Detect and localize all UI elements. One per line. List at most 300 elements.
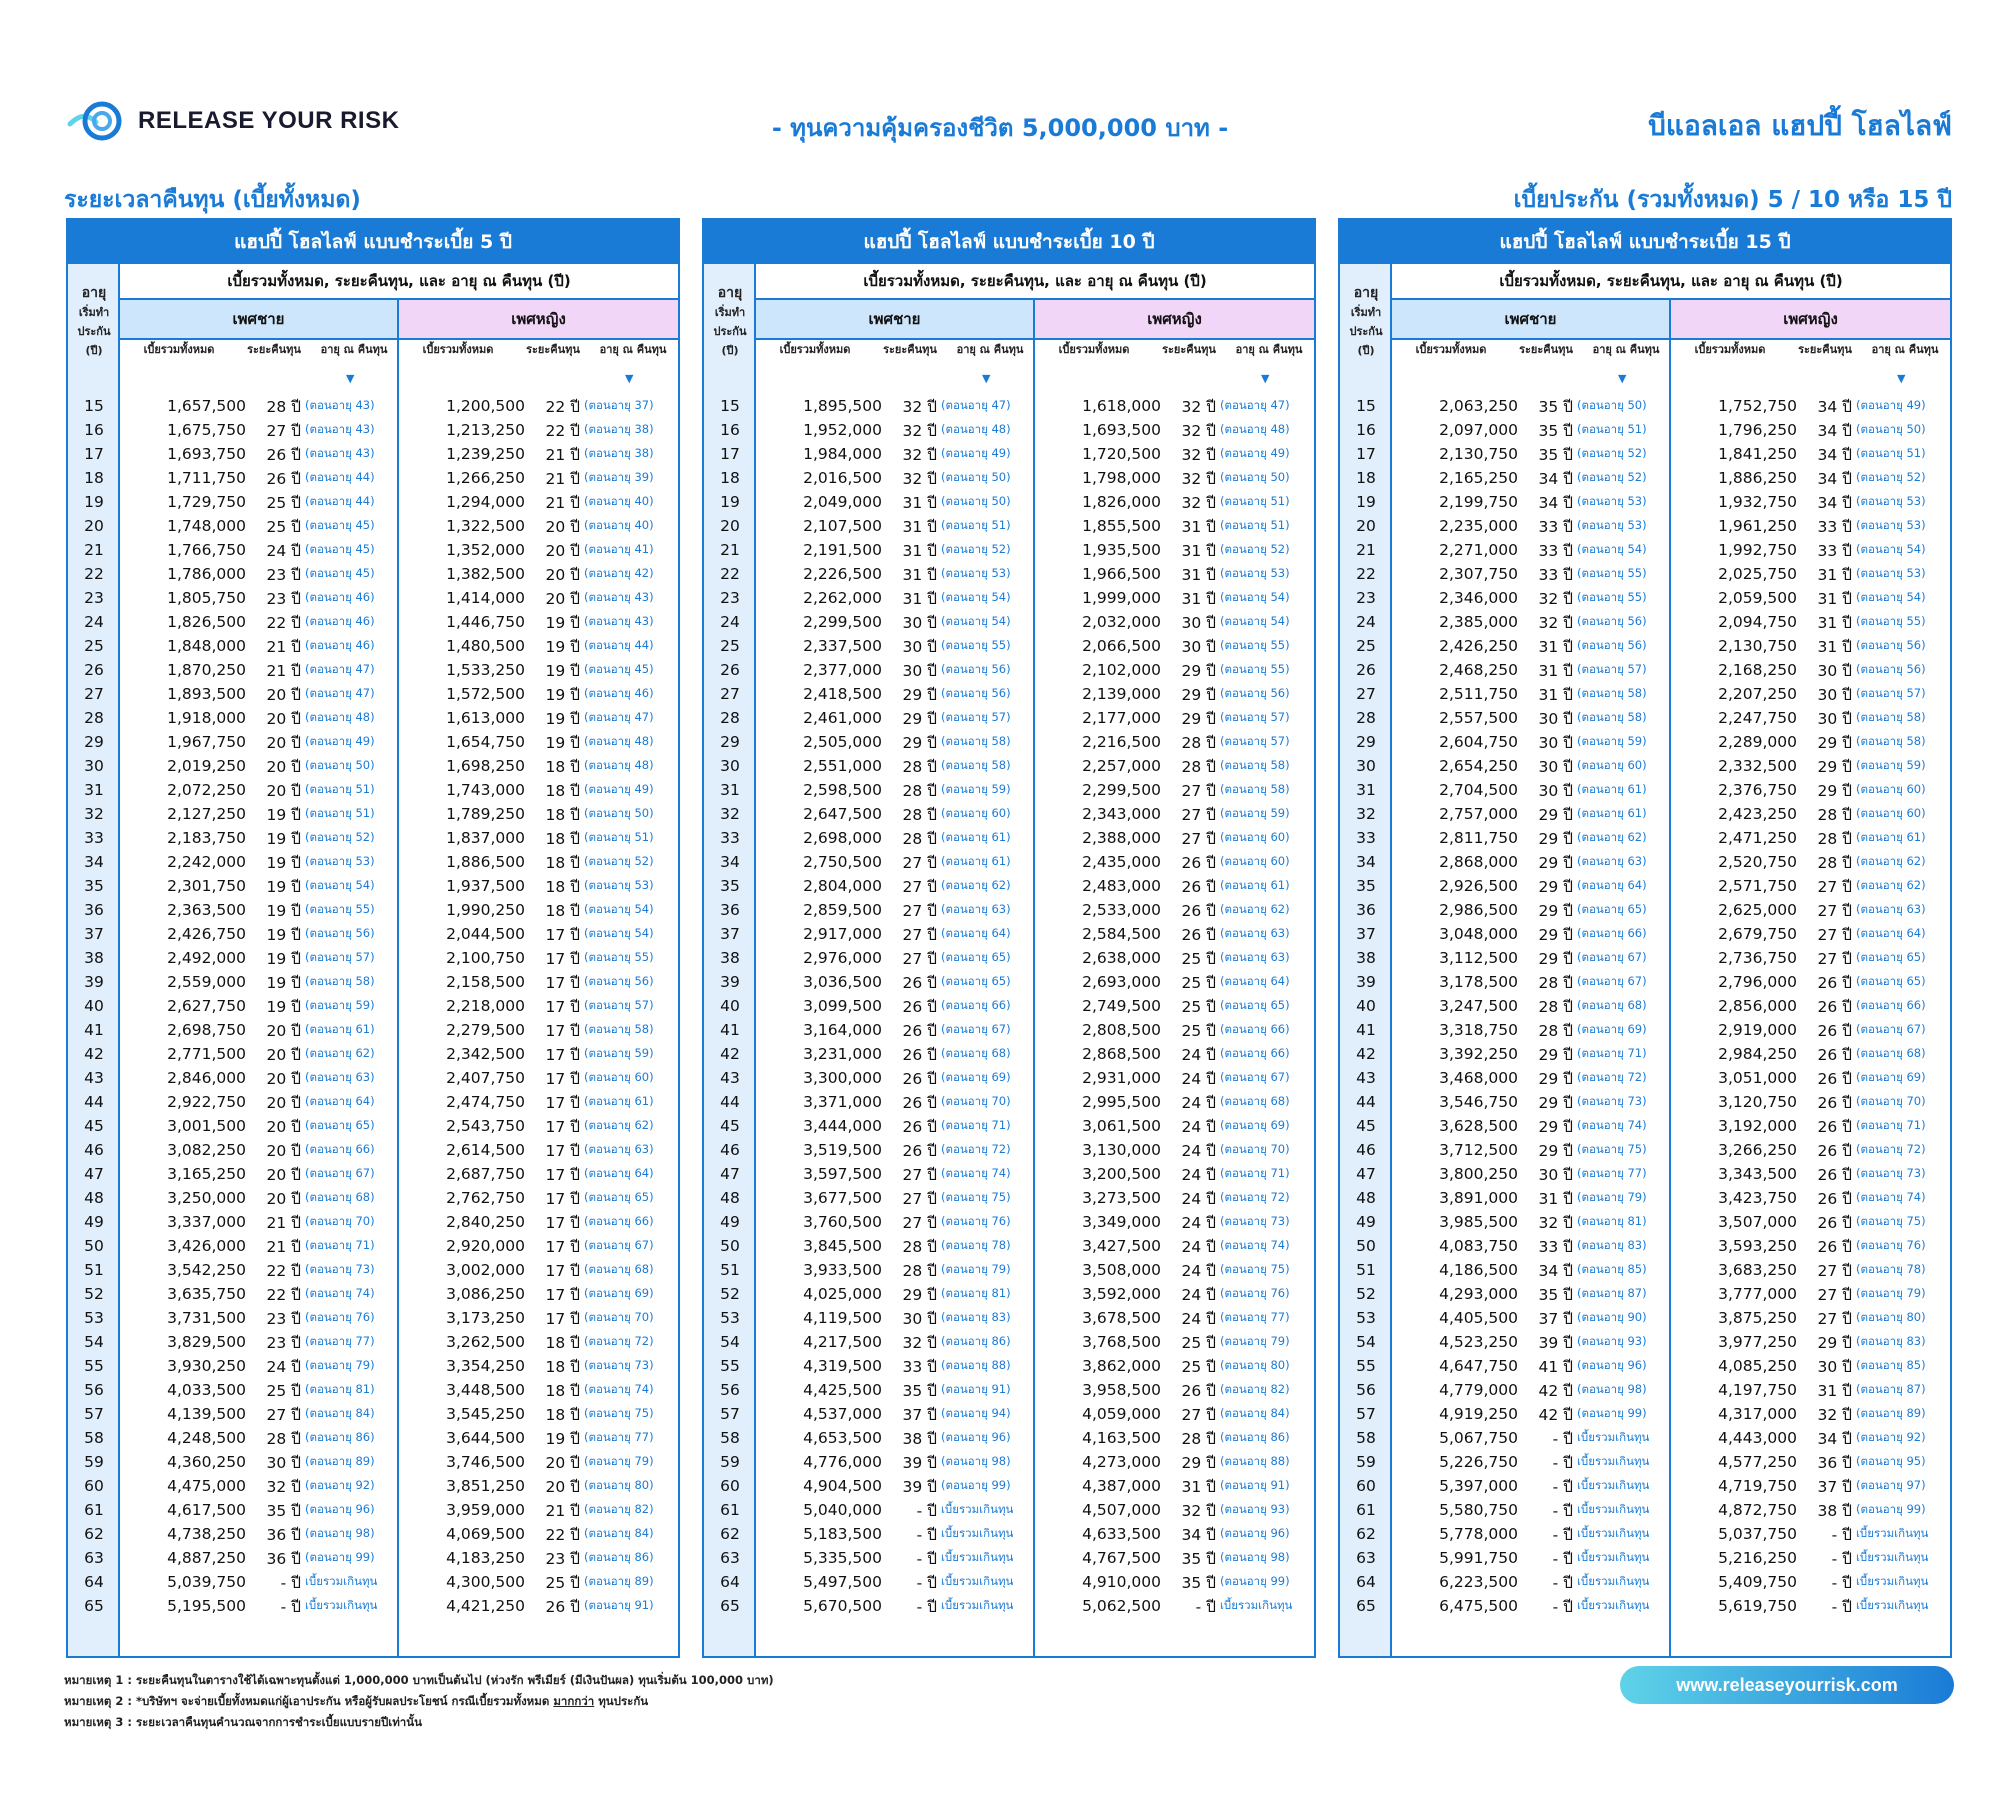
total-premium: 3,165,250: [167, 1165, 246, 1183]
total-premium: 2,289,000: [1718, 733, 1797, 751]
payback-years: 27 ปี: [1181, 1405, 1216, 1424]
start-age: 64: [1356, 1573, 1376, 1591]
start-age: 63: [720, 1549, 740, 1567]
total-premium: 2,346,000: [1439, 589, 1518, 607]
return-age: (ตอนอายุ 65): [1856, 950, 1926, 964]
return-age: (ตอนอายุ 63): [305, 1070, 375, 1084]
payback-years: 35 ปี: [1538, 445, 1573, 464]
start-age: 23: [720, 589, 740, 607]
return-age: (ตอนอายุ 51): [1577, 422, 1647, 436]
payback-years: 29 ปี: [902, 685, 937, 704]
start-age: 45: [84, 1117, 104, 1135]
total-premium: 5,062,500: [1082, 1597, 1161, 1615]
start-age: 62: [720, 1525, 740, 1543]
total-premium: 3,760,500: [803, 1213, 882, 1231]
payback-years: 18 ปี: [545, 1381, 580, 1400]
total-premium: 3,597,500: [803, 1165, 882, 1183]
total-premium: 1,967,750: [167, 733, 246, 751]
start-age: 52: [1356, 1285, 1376, 1303]
return-age: เบี้ยรวมเกินทุน: [1577, 1598, 1650, 1612]
total-premium: 2,025,750: [1718, 565, 1797, 583]
return-age: (ตอนอายุ 57): [1856, 686, 1926, 700]
return-age: (ตอนอายุ 48): [1220, 422, 1290, 436]
payback-years: 32 ปี: [1538, 613, 1573, 632]
table-row: [68, 946, 678, 970]
payback-years: 31 ปี: [1181, 565, 1216, 584]
table-row: [68, 1138, 678, 1162]
return-age: (ตอนอายุ 50): [1577, 398, 1647, 412]
payback-years: 27 ปี: [1817, 1309, 1852, 1328]
return-age: (ตอนอายุ 86): [941, 1334, 1011, 1348]
table-row: [68, 514, 678, 538]
total-premium: 2,107,500: [803, 517, 882, 535]
total-premium: 2,426,750: [167, 925, 246, 943]
payback-years: 21 ปี: [266, 637, 301, 656]
table-row: [704, 1282, 1314, 1306]
start-age: 58: [1356, 1429, 1376, 1447]
return-age: (ตอนอายุ 71): [305, 1238, 375, 1252]
return-age: (ตอนอายุ 74): [1577, 1118, 1647, 1132]
total-premium: 1,786,000: [167, 565, 246, 583]
payback-years: 18 ปี: [545, 901, 580, 920]
total-premium: 3,959,000: [446, 1501, 525, 1519]
return-age: (ตอนอายุ 43): [584, 614, 654, 628]
payback-years: 21 ปี: [545, 493, 580, 512]
table-row: [1340, 1546, 1950, 1570]
table-row: [704, 466, 1314, 490]
return-age: (ตอนอายุ 98): [305, 1526, 375, 1540]
table-row: [704, 826, 1314, 850]
return-age: (ตอนอายุ 62): [305, 1046, 375, 1060]
payback-years: 42 ปี: [1538, 1381, 1573, 1400]
table-row: [68, 970, 678, 994]
payback-years: 18 ปี: [545, 757, 580, 776]
sort-arrow-icon: ▼: [982, 372, 991, 385]
payback-years: 20 ปี: [266, 781, 301, 800]
start-age: 59: [84, 1453, 104, 1471]
total-premium: 4,910,000: [1082, 1573, 1161, 1591]
start-age: 35: [84, 877, 104, 895]
total-premium: 3,593,250: [1718, 1237, 1797, 1255]
table-row: [68, 610, 678, 634]
payback-years: 37 ปี: [902, 1405, 937, 1424]
payback-years: 35 ปี: [1538, 421, 1573, 440]
start-age: 39: [1356, 973, 1376, 991]
return-age: (ตอนอายุ 58): [1577, 710, 1647, 724]
columns-header: เบี้ยรวมทั้งหมด, ระยะคืนทุน, และ อายุ ณ คืนทุน (ปี): [756, 264, 1314, 300]
return-age: (ตอนอายุ 74): [584, 1382, 654, 1396]
total-premium: 2,216,500: [1082, 733, 1161, 751]
payback-years: 30 ปี: [1538, 781, 1573, 800]
payback-years: 19 ปี: [545, 637, 580, 656]
total-premium: 2,301,750: [167, 877, 246, 895]
start-age: 17: [1356, 445, 1376, 463]
start-age: 19: [84, 493, 104, 511]
return-age: (ตอนอายุ 54): [305, 878, 375, 892]
start-age: 62: [1356, 1525, 1376, 1543]
table-row: [1340, 634, 1950, 658]
payback-years: 22 ปี: [545, 397, 580, 416]
total-premium: 1,826,000: [1082, 493, 1161, 511]
table-row: [1340, 1282, 1950, 1306]
table-row: [1340, 1306, 1950, 1330]
return-age: (ตอนอายุ 62): [941, 878, 1011, 892]
table-row: [1340, 850, 1950, 874]
total-premium: 1,798,000: [1082, 469, 1161, 487]
payback-years: 27 ปี: [902, 1165, 937, 1184]
return-age: เบี้ยรวมเกินทุน: [1577, 1574, 1650, 1588]
total-premium: 2,468,250: [1439, 661, 1518, 679]
return-age: (ตอนอายุ 70): [941, 1094, 1011, 1108]
return-age: (ตอนอายุ 51): [305, 806, 375, 820]
payback-years: 24 ปี: [1181, 1069, 1216, 1088]
start-age: 60: [84, 1477, 104, 1495]
return-age: (ตอนอายุ 65): [584, 1190, 654, 1204]
payback-years: 26 ปี: [266, 445, 301, 464]
table-row: [68, 658, 678, 682]
return-age: (ตอนอายุ 42): [584, 566, 654, 580]
payback-years: 26 ปี: [1817, 1141, 1852, 1160]
return-age: (ตอนอายุ 75): [1577, 1142, 1647, 1156]
total-premium: 1,935,500: [1082, 541, 1161, 559]
return-age: (ตอนอายุ 40): [584, 494, 654, 508]
payback-years: 30 ปี: [1817, 709, 1852, 728]
total-premium: 4,523,250: [1439, 1333, 1518, 1351]
website-link[interactable]: www.releaseyourrisk.com: [1620, 1666, 1954, 1704]
payback-years: 32 ปี: [1181, 493, 1216, 512]
total-premium: 2,474,750: [446, 1093, 525, 1111]
table-row: [1340, 1042, 1950, 1066]
return-age: (ตอนอายุ 54): [1220, 590, 1290, 604]
return-age: (ตอนอายุ 56): [1577, 614, 1647, 628]
return-age: (ตอนอายุ 60): [1220, 854, 1290, 868]
total-premium: 5,397,000: [1439, 1477, 1518, 1495]
return-age: (ตอนอายุ 63): [584, 1142, 654, 1156]
start-age: 48: [720, 1189, 740, 1207]
return-age: (ตอนอายุ 50): [305, 758, 375, 772]
total-premium: 2,483,000: [1082, 877, 1161, 895]
total-premium: 1,789,250: [446, 805, 525, 823]
start-age: 20: [84, 517, 104, 535]
return-age: (ตอนอายุ 99): [1220, 1574, 1290, 1588]
total-premium: 2,762,750: [446, 1189, 525, 1207]
return-age: (ตอนอายุ 40): [584, 518, 654, 532]
table-row: [1340, 1498, 1950, 1522]
return-age: (ตอนอายุ 65): [941, 974, 1011, 988]
total-premium: 1,752,750: [1718, 397, 1797, 415]
payback-years: 19 ปี: [545, 1429, 580, 1448]
return-age: (ตอนอายุ 48): [584, 758, 654, 772]
table-row: [1340, 922, 1950, 946]
start-age: 46: [84, 1141, 104, 1159]
return-age: (ตอนอายุ 66): [1220, 1022, 1290, 1036]
payback-years: 28 ปี: [1538, 973, 1573, 992]
total-premium: 4,776,000: [803, 1453, 882, 1471]
table-row: [704, 562, 1314, 586]
total-premium: 2,926,500: [1439, 877, 1518, 895]
table-row: [68, 442, 678, 466]
payback-years: - ปี: [916, 1549, 937, 1568]
return-age: (ตอนอายุ 79): [584, 1454, 654, 1468]
payback-years: 17 ปี: [545, 1093, 580, 1112]
total-premium: 2,757,000: [1439, 805, 1518, 823]
total-premium: 1,886,250: [1718, 469, 1797, 487]
table-row: [1340, 1330, 1950, 1354]
start-age: 53: [720, 1309, 740, 1327]
return-age: (ตอนอายุ 56): [941, 662, 1011, 676]
return-age: (ตอนอายุ 87): [1577, 1286, 1647, 1300]
payback-years: 20 ปี: [266, 733, 301, 752]
payback-years: - ปี: [1552, 1597, 1573, 1616]
total-premium: 2,102,000: [1082, 661, 1161, 679]
total-premium: 2,177,000: [1082, 709, 1161, 727]
return-age: (ตอนอายุ 84): [1220, 1406, 1290, 1420]
payback-years: 29 ปี: [1538, 949, 1573, 968]
payback-years: 18 ปี: [545, 1357, 580, 1376]
start-age: 44: [84, 1093, 104, 1111]
total-premium: 3,977,250: [1718, 1333, 1797, 1351]
payback-years: 31 ปี: [1181, 589, 1216, 608]
table-row: [704, 394, 1314, 418]
payback-years: 17 ปี: [545, 973, 580, 992]
total-premium: 2,183,750: [167, 829, 246, 847]
total-premium: 2,698,750: [167, 1021, 246, 1039]
return-age: (ตอนอายุ 60): [1577, 758, 1647, 772]
payback-years: 24 ปี: [1181, 1213, 1216, 1232]
return-age: เบี้ยรวมเกินทุน: [941, 1526, 1014, 1540]
footnotes: [64, 1670, 774, 1733]
return-age: (ตอนอายุ 96): [1220, 1526, 1290, 1540]
return-age: (ตอนอายุ 81): [305, 1382, 375, 1396]
return-age: (ตอนอายุ 56): [584, 974, 654, 988]
total-premium: 3,112,500: [1439, 949, 1518, 967]
return-age: (ตอนอายุ 95): [1856, 1454, 1926, 1468]
return-age: เบี้ยรวมเกินทุน: [1577, 1502, 1650, 1516]
payback-years: 21 ปี: [545, 445, 580, 464]
start-age: 36: [1356, 901, 1376, 919]
return-age: (ตอนอายุ 65): [305, 1118, 375, 1132]
return-age: (ตอนอายุ 72): [1577, 1070, 1647, 1084]
start-age: 60: [1356, 1477, 1376, 1495]
total-premium: 2,868,500: [1082, 1045, 1161, 1063]
payback-years: 30 ปี: [1538, 733, 1573, 752]
start-age: 19: [1356, 493, 1376, 511]
table-row: [704, 1330, 1314, 1354]
payback-years: 32 ปี: [902, 421, 937, 440]
table-row: [1340, 1114, 1950, 1138]
table-row: [68, 538, 678, 562]
return-age: เบี้ยรวมเกินทุน: [1577, 1550, 1650, 1564]
return-age: (ตอนอายุ 50): [584, 806, 654, 820]
total-premium: 2,693,000: [1082, 973, 1161, 991]
total-premium: 2,165,250: [1439, 469, 1518, 487]
payback-years: 29 ปี: [1817, 1333, 1852, 1352]
total-premium: 2,257,000: [1082, 757, 1161, 775]
total-premium: 3,002,000: [446, 1261, 525, 1279]
note-1: หมายเหตุ 1 : ระยะคืนทุนในตารางใช้ได้เฉพาะทุนตั้งแต่ 1,000,000 บาทเป็นต้นไป (ห่วงรัก พรีเมียร์ (มีเงินปันผล) ทุนเริ่มต้น 100,000 บาท): [64, 1673, 774, 1687]
table-row: [68, 1234, 678, 1258]
payback-years: 24 ปี: [1181, 1261, 1216, 1280]
return-age: (ตอนอายุ 48): [305, 710, 375, 724]
return-age: (ตอนอายุ 89): [1856, 1406, 1926, 1420]
total-premium: 4,360,250: [167, 1453, 246, 1471]
payback-years: 41 ปี: [1538, 1357, 1573, 1376]
total-premium: 1,999,000: [1082, 589, 1161, 607]
payback-years: 18 ปี: [545, 1405, 580, 1424]
payback-years: 32 ปี: [902, 445, 937, 464]
payback-years: 33 ปี: [1538, 541, 1573, 560]
column-labels: เบี้ยรวมทั้งหมด ระยะคืนทุน อายุ ณ คืนทุน: [1415, 343, 1660, 356]
payback-years: 35 ปี: [1538, 1285, 1573, 1304]
table-row: [1340, 394, 1950, 418]
payback-years: 28 ปี: [1538, 997, 1573, 1016]
return-age: (ตอนอายุ 69): [1220, 1118, 1290, 1132]
return-age: (ตอนอายุ 89): [305, 1454, 375, 1468]
payback-years: 25 ปี: [545, 1573, 580, 1592]
payback-years: 32 ปี: [1181, 469, 1216, 488]
total-premium: 2,094,750: [1718, 613, 1797, 631]
payback-years: 28 ปี: [1181, 1429, 1216, 1448]
payback-years: 27 ปี: [266, 421, 301, 440]
logo[interactable]: [66, 98, 399, 144]
start-age: 38: [84, 949, 104, 967]
return-age: (ตอนอายุ 49): [1220, 446, 1290, 460]
total-premium: 2,423,250: [1718, 805, 1797, 823]
start-age: 56: [84, 1381, 104, 1399]
start-age: 18: [84, 469, 104, 487]
start-age: 26: [84, 661, 104, 679]
return-age: (ตอนอายุ 46): [305, 614, 375, 628]
table-row: [704, 1378, 1314, 1402]
start-age: 36: [720, 901, 740, 919]
return-age: (ตอนอายุ 51): [1220, 518, 1290, 532]
payback-years: 29 ปี: [1538, 1117, 1573, 1136]
payback-years: 27 ปี: [1181, 805, 1216, 824]
return-age: (ตอนอายุ 64): [305, 1094, 375, 1108]
total-premium: 2,332,500: [1718, 757, 1797, 775]
total-premium: 4,387,000: [1082, 1477, 1161, 1495]
payback-years: 25 ปี: [1181, 1333, 1216, 1352]
total-premium: 1,613,000: [446, 709, 525, 727]
payback-years: 17 ปี: [545, 1285, 580, 1304]
total-premium: 1,675,750: [167, 421, 246, 439]
return-age: (ตอนอายุ 75): [1856, 1214, 1926, 1228]
payback-years: 21 ปี: [266, 1237, 301, 1256]
total-premium: 4,919,250: [1439, 1405, 1518, 1423]
return-age: (ตอนอายุ 58): [941, 734, 1011, 748]
return-age: (ตอนอายุ 60): [1856, 782, 1926, 796]
start-age: 63: [1356, 1549, 1376, 1567]
payback-years: 34 ปี: [1538, 493, 1573, 512]
return-age: (ตอนอายุ 76): [1856, 1238, 1926, 1252]
start-age: 38: [1356, 949, 1376, 967]
table-row: [68, 1114, 678, 1138]
payback-years: 34 ปี: [1817, 421, 1852, 440]
return-age: (ตอนอายุ 47): [305, 662, 375, 676]
total-premium: 4,719,750: [1718, 1477, 1797, 1495]
return-age: (ตอนอายุ 49): [305, 734, 375, 748]
start-age: 59: [1356, 1453, 1376, 1471]
return-age: (ตอนอายุ 99): [1577, 1406, 1647, 1420]
payback-years: 26 ปี: [1817, 973, 1852, 992]
table-row: [1340, 610, 1950, 634]
start-age: 20: [1356, 517, 1376, 535]
payback-years: 30 ปี: [902, 613, 937, 632]
total-premium: 3,985,500: [1439, 1213, 1518, 1231]
payback-years: 17 ปี: [545, 1141, 580, 1160]
table-row: [704, 802, 1314, 826]
return-age: (ตอนอายุ 55): [1577, 566, 1647, 580]
total-premium: 5,497,500: [803, 1573, 882, 1591]
return-age: (ตอนอายุ 64): [941, 926, 1011, 940]
start-age: 47: [720, 1165, 740, 1183]
product-title: บีแอลเอล แฮปปี้ โฮลไลฟ์: [1648, 109, 1952, 142]
total-premium: 1,826,500: [167, 613, 246, 631]
payback-years: 26 ปี: [1181, 1381, 1216, 1400]
payback-years: 32 ปี: [1181, 421, 1216, 440]
return-age: (ตอนอายุ 53): [1577, 494, 1647, 508]
start-age: 21: [720, 541, 740, 559]
payback-years: 19 ปี: [545, 709, 580, 728]
return-age: (ตอนอายุ 80): [584, 1478, 654, 1492]
start-age: 62: [84, 1525, 104, 1543]
start-age: 40: [84, 997, 104, 1015]
sort-arrow-icon: ▼: [1618, 372, 1627, 385]
total-premium: 2,750,500: [803, 853, 882, 871]
start-age: 22: [720, 565, 740, 583]
payback-years: 19 ปี: [266, 997, 301, 1016]
start-age: 49: [84, 1213, 104, 1231]
return-age: (ตอนอายุ 61): [1577, 806, 1647, 820]
table-row: [1340, 682, 1950, 706]
return-age: (ตอนอายุ 93): [1577, 1334, 1647, 1348]
total-premium: 2,627,750: [167, 997, 246, 1015]
return-age: (ตอนอายุ 62): [1856, 878, 1926, 892]
table-row: [704, 994, 1314, 1018]
total-premium: 2,207,250: [1718, 685, 1797, 703]
payback-years: 31 ปี: [1181, 517, 1216, 536]
total-premium: 4,025,000: [803, 1285, 882, 1303]
table-row: [1340, 754, 1950, 778]
total-premium: 3,371,000: [803, 1093, 882, 1111]
start-age: 57: [1356, 1405, 1376, 1423]
start-age: 42: [84, 1045, 104, 1063]
total-premium: 2,363,500: [167, 901, 246, 919]
payback-years: - ปี: [1552, 1477, 1573, 1496]
total-premium: 3,508,000: [1082, 1261, 1161, 1279]
return-age: (ตอนอายุ 63): [941, 902, 1011, 916]
total-premium: 1,932,750: [1718, 493, 1797, 511]
total-premium: 1,533,250: [446, 661, 525, 679]
payback-years: 20 ปี: [266, 1093, 301, 1112]
total-premium: 5,039,750: [167, 1573, 246, 1591]
columns-header: เบี้ยรวมทั้งหมด, ระยะคืนทุน, และ อายุ ณ คืนทุน (ปี): [1392, 264, 1950, 300]
start-age: 24: [720, 613, 740, 631]
start-age: 27: [1356, 685, 1376, 703]
return-age: (ตอนอายุ 55): [1577, 590, 1647, 604]
return-age: (ตอนอายุ 49): [1856, 398, 1926, 412]
payback-years: 29 ปี: [1181, 685, 1216, 704]
total-premium: 5,067,750: [1439, 1429, 1518, 1447]
return-age: (ตอนอายุ 70): [584, 1310, 654, 1324]
total-premium: 3,875,250: [1718, 1309, 1797, 1327]
return-age: เบี้ยรวมเกินทุน: [1577, 1454, 1650, 1468]
payback-years: 36 ปี: [266, 1525, 301, 1544]
return-age: (ตอนอายุ 48): [941, 422, 1011, 436]
payback-years: 28 ปี: [902, 757, 937, 776]
return-age: (ตอนอายุ 92): [1856, 1430, 1926, 1444]
table-row: [704, 922, 1314, 946]
